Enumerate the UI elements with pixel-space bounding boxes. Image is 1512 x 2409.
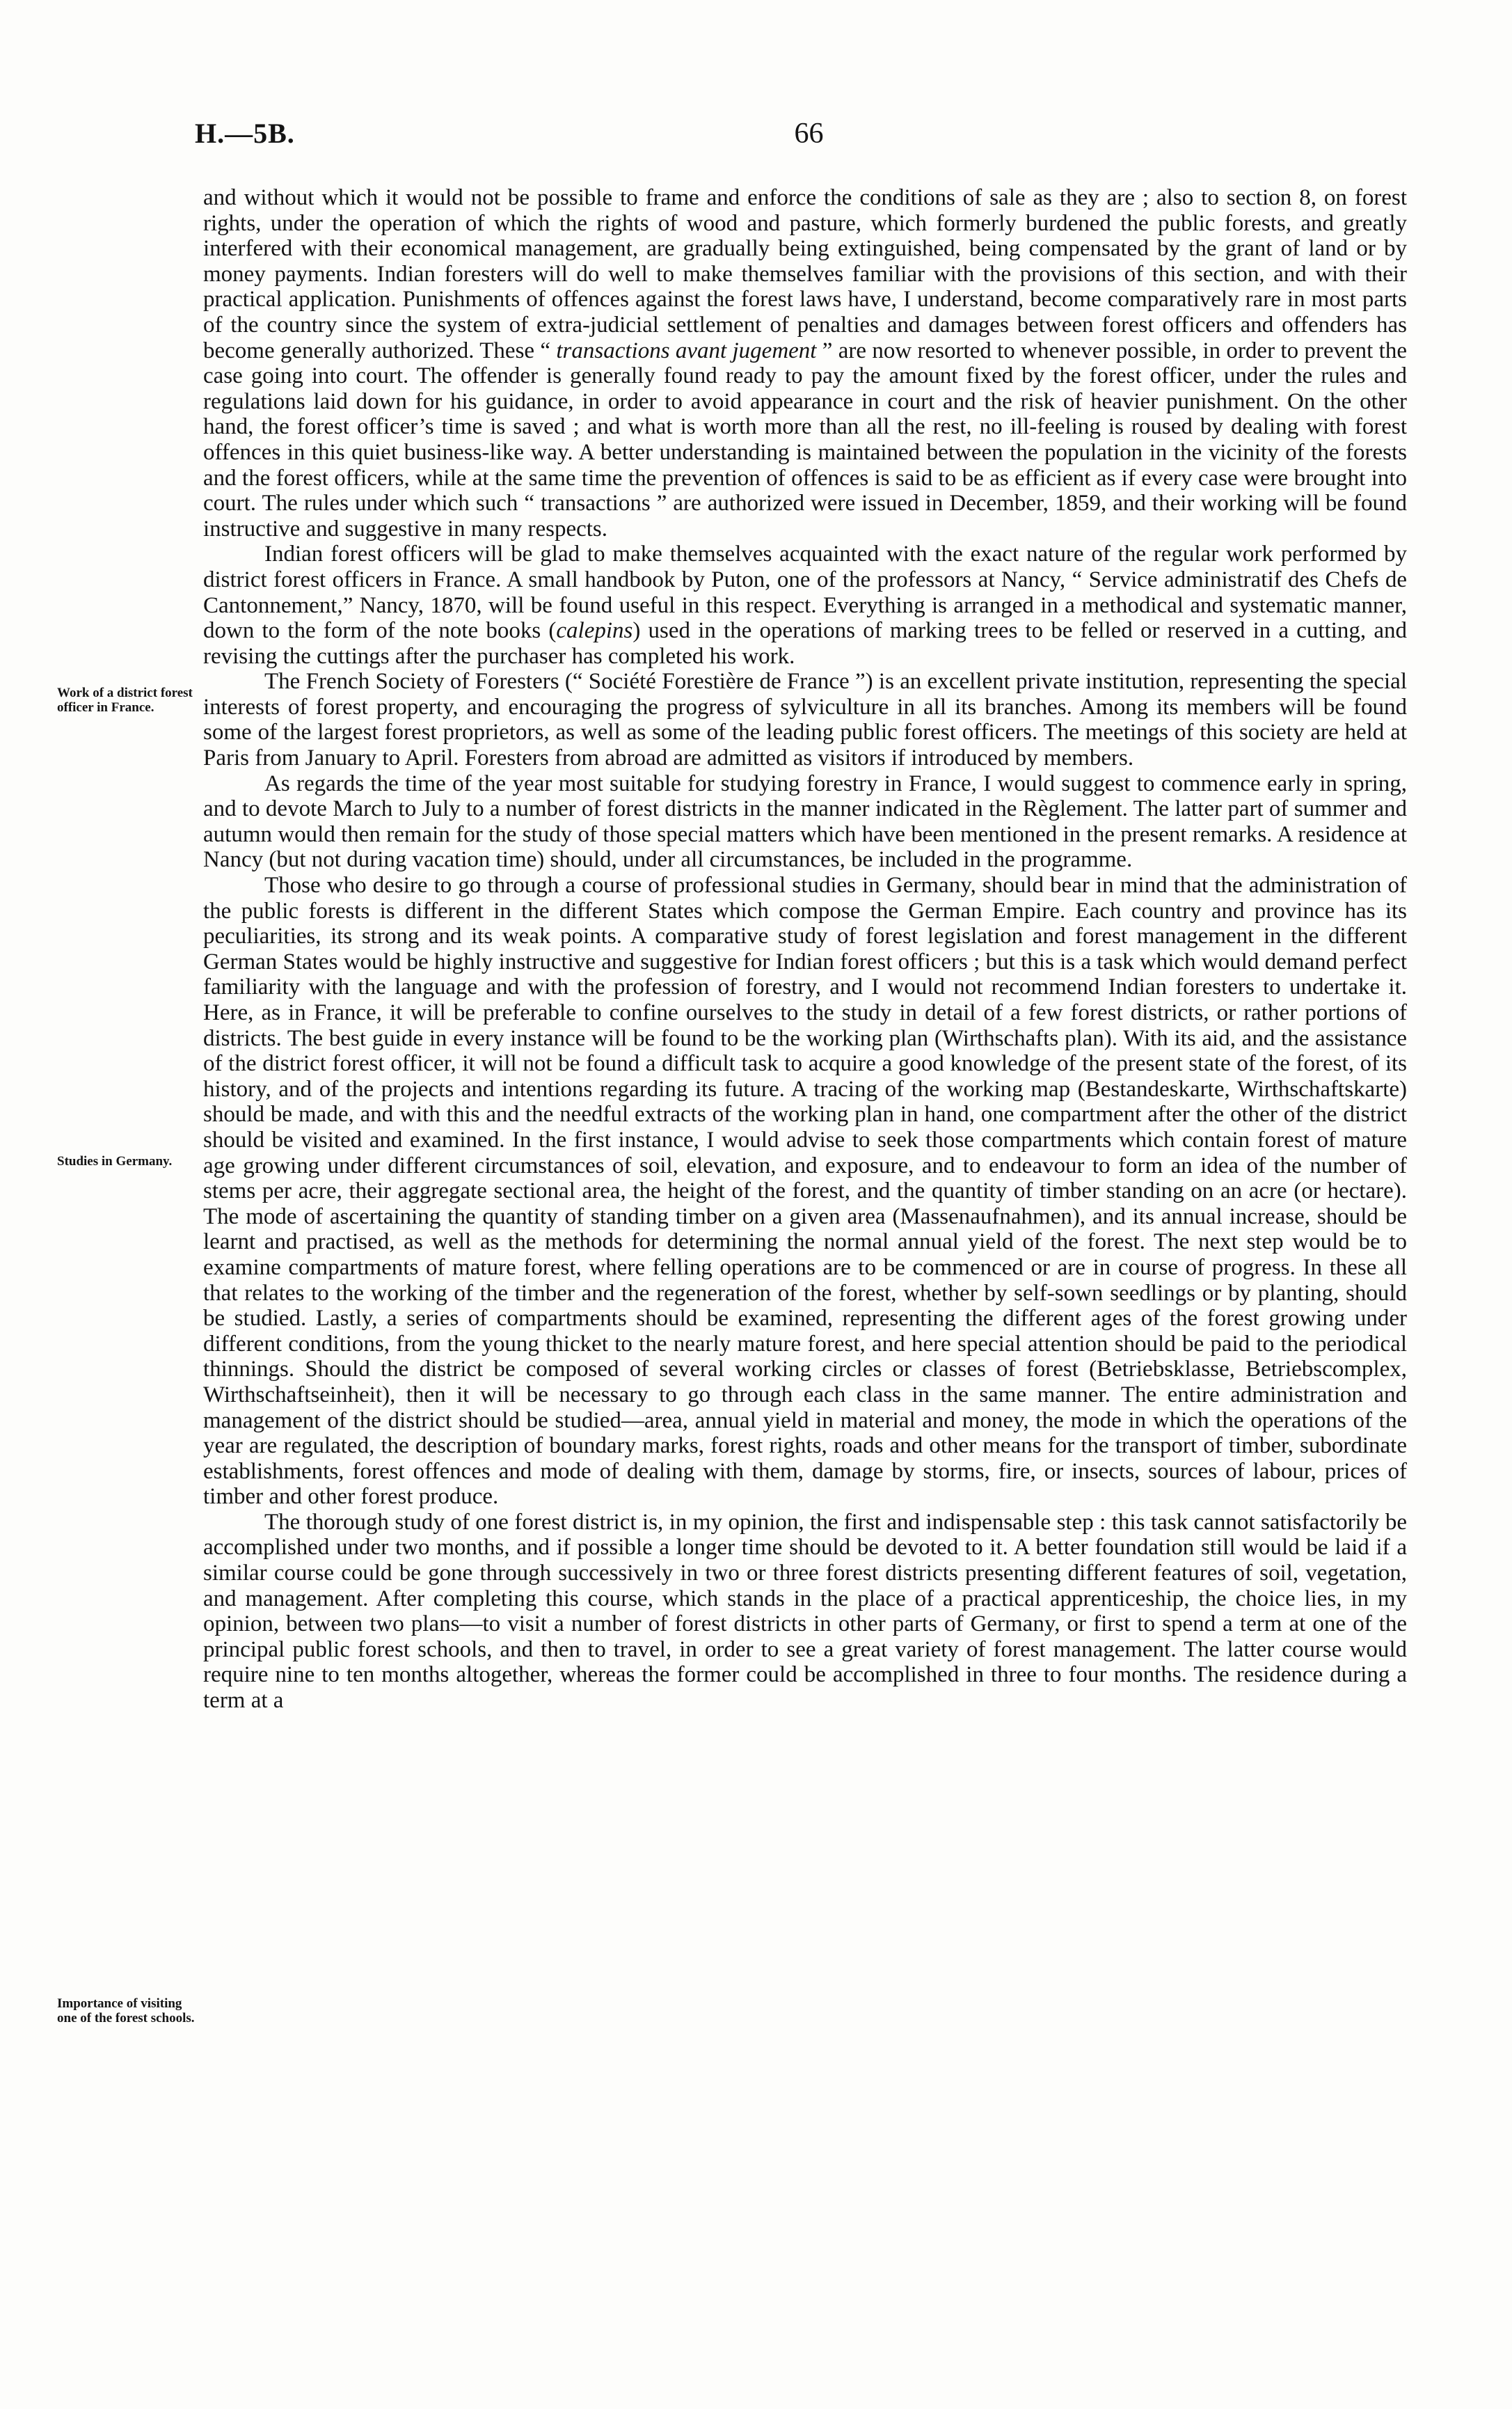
paragraph-district-officer-work: Indian forest officers will be glad to make themselves acquainted with the exact nature of the regular work performed by district forest officers in France. A small handbook by Puton, one of the professors at Nancy, “ Service administratif des Chefs de Cantonnement,” Nancy, 1870, will be found useful in this respect. Everything is arranged in a methodical and systematic manner, down to the form of the note books (calepins) used in the operations of marking trees to be felled or reserved in a cutting, and revising the cuttings after the purchaser has completed his work. [203, 542, 1407, 669]
paragraph-french-society: The French Society of Foresters (“ Société Forestière de France ”) is an excellent private institution, representing the special interests of forest property, and encouraging the progress of sylviculture in all its branches. Among its members will be found some of the largest forest proprietors, as well as some of the leading public forest officers. The meetings of this society are held at Paris from January to April. Foresters from abroad are admitted as visitors if introduced by members. [203, 669, 1407, 771]
paragraph-time-of-year: As regards the time of the year most suitable for studying forestry in France, I would suggest to commence early in spring, and to devote March to July to a number of forest districts in the manner indicated in the Règlement. The latter part of summer and autumn would then remain for the study of those special matters which have been mentioned in the present remarks. A residence at Nancy (but not during vacation time) should, under all circumstances, be included in the programme. [203, 771, 1407, 873]
page-header [195, 117, 1423, 159]
document-reference: H.—5B. [195, 118, 295, 149]
sidenote-forest-schools: Importance of visiting one of the forest schools. [57, 1996, 195, 2025]
sidenote-district-officer: Work of a district forest officer in France. [57, 686, 193, 715]
sidenote-studies-germany: Studies in Germany. [57, 1154, 173, 1169]
paragraph-studies-germany: Those who desire to go through a course of professional studies in Germany, should bear in mind that the administration of the public forests is different in the different States which compose the German Empire. Each country and province has its peculiarities, its strong and its weak points. A comparative study of forest legislation and forest management in the different German States would be highly instructive and suggestive for Indian forest officers ; but this is a task which would demand perfect familiarity with the language and with the profession of forestry, and I would not recommend Indian foresters to undertake it. Here, as in France, it will be preferable to confine ourselves to the study in detail of a few forest districts, or rather portions of districts. The best guide in every instance will be found to be the working plan (Wirthschafts plan). With its aid, and the assistance of the district forest officer, it will not be found a difficult task to acquire a good knowledge of the present state of the forest, of its history, and of the projects and intentions regarding its future. A tracing of the working map (Bestandeskarte, Wirthschaftskarte) should be made, and with this and the needful extracts of the working plan in hand, one compartment after the other of the district should be visited and examined. In the first instance, I would advise to seek those compartments which contain forest of mature age growing under different circumstances of soil, elevation, and exposure, and to endeavour to form an idea of the number of stems per acre, their aggregate sectional area, the height of the forest, and the quantity of timber standing on an acre (or hectare). The mode of ascertaining the quantity of standing timber on a given area (Massenaufnahmen), and its annual increase, should be learnt and practised, as well as the methods for determining the normal annual yield of the forest. The next step would be to examine compartments of mature forest, where felling operations are to be commenced or are in course of progress. In these all that relates to the working of the timber and the regeneration of the forest, whether by self-sown seedlings or by planting, should be studied. Lastly, a series of compartments should be examined, representing the different ages of the forest growing under different conditions, from the young thicket to the nearly mature forest, and here special attention should be paid to the periodical thinnings. Should the district be composed of several working circles or classes of forest (Betriebsklasse, Betriebscomplex, Wirthschaftseinheit), then it will be necessary to go through each class in the same manner. The entire administration and management of the district should be studied—area, annual yield in material and money, the mode in which the operations of the year are regulated, the description of boundary marks, forest rights, roads and other means for the transport of timber, subordinate establishments, forest offences and mode of dealing with them, damage by storms, fire, or insects, sources of labour, prices of timber and other forest produce. [203, 873, 1407, 1510]
paragraph-forest-schools: The thorough study of one forest district is, in my opinion, the first and indispensable step : this task cannot satisfactorily be accomplished under two months, and if possible a longer time should be devoted to it. A better foundation still would be laid if a similar course could be gone through successively in two or three forest districts presenting different features of soil, vegetation, and management. After completing this course, which stands in the place of a practical apprenticeship, the choice lies, in my opinion, between two plans—to visit a number of forest districts in other parts of Germany, or first to spend a term at one of the principal public forest schools, and then to travel, in order to see a great variety of forest management. The latter course would require nine to ten months altogether, whereas the former could be accomplished in three to four months. The residence during a term at a [203, 1509, 1407, 1714]
paragraph-forest-rights: and without which it would not be possible to frame and enforce the conditions of sale as they are ; also to section 8, on forest rights, under the operation of which the rights of wood and pasture, which formerly burdened the public forests, and greatly interfered with their economical management, are gradually being extinguished, being compensated by the grant of land or by money payments. Indian foresters will do well to make themselves familiar with the provisions of this section, and with their practical application. Punishments of offences against the forest laws have, I understand, become comparatively rare in most parts of the country since the system of extra-judicial settlement of penalties and damages between forest officers and offenders has become generally authorized. These “ transactions avant jugement ” are now resorted to whenever possible, in order to prevent the case going into court. The offender is generally found ready to pay the amount fixed by the forest officer, under the rules and regulations laid down for his guidance, in order to avoid appearance in court and the risk of heavier punishment. On the other hand, the forest officer’s time is saved ; and what is worth more than all the rest, no ill-feeling is roused by dealing with forest offences in this quiet business-like way. A better understanding is maintained between the population in the vicinity of the forests and the forest officers, while at the same time the prevention of offences is said to be as efficient as if every case were brought into court. The rules under which such “ transactions ” are authorized were issued in December, 1859, and their working will be found instructive and suggestive in many respects. [203, 185, 1407, 542]
page-number: 66 [794, 118, 824, 150]
body-text [203, 185, 1407, 1714]
